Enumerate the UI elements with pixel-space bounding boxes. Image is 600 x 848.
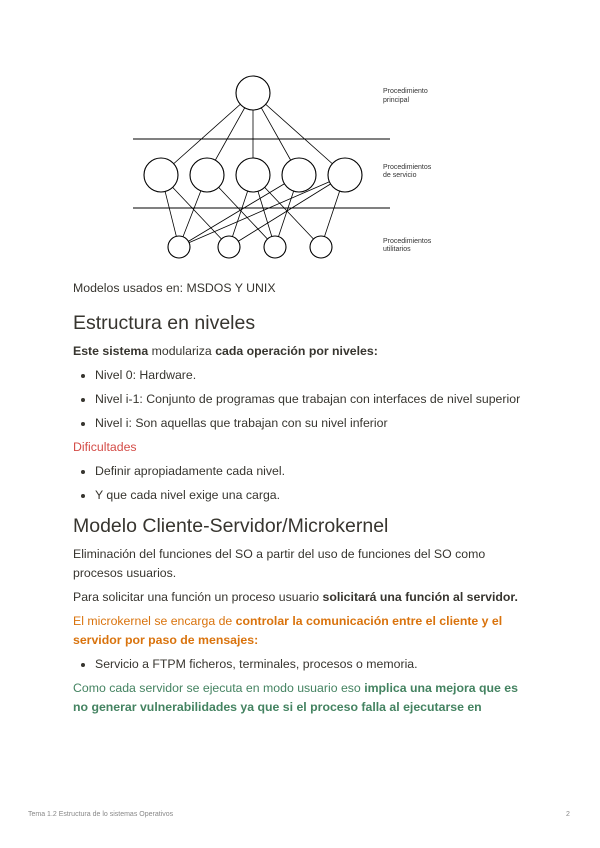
node-utilitario	[218, 236, 240, 258]
node-principal	[236, 76, 270, 110]
main-content	[73, 279, 533, 722]
procedure-hierarchy-diagram	[125, 70, 465, 270]
node-servicio	[328, 158, 362, 192]
node-utilitario	[264, 236, 286, 258]
list-item: • Servicio a FTPM ficheros, terminales, procesos o memoria.	[95, 655, 533, 674]
footer-title: Tema 1.2 Estructura de lo sistemas Operativos	[28, 811, 174, 818]
node-servicio	[282, 158, 316, 192]
cs-list	[73, 655, 533, 674]
node-utilitario	[310, 236, 332, 258]
cs-paragraph-2: Para solicitar una función un proceso usuario solicitará una función al servidor.	[73, 590, 518, 604]
label-principal-1: Procedimiento	[383, 88, 428, 95]
cs-paragraph-4: Como cada servidor se ejecuta en modo usuario eso implica una mejora que es no generar vulnerabilidades ya que si el proceso falla al ejecutarse en	[73, 681, 518, 714]
cs-paragraph-3: El microkernel se encarga de controlar la comunicación entre el cliente y el servidor por paso de mensajes:	[73, 614, 503, 647]
label-servicio-1: Procedimientos	[383, 164, 432, 171]
node-utilitario	[168, 236, 190, 258]
list-item: • Nivel i: Son aquellas que trabajan con su nivel inferior	[95, 414, 533, 433]
list-item: • Definir apropiadamente cada nivel.	[95, 462, 533, 481]
niveles-list	[73, 366, 533, 433]
models-line: Modelos usados en: MSDOS Y UNIX	[73, 281, 276, 295]
cs-paragraph-1: Eliminación del funciones del SO a partir del uso de funciones del SO como procesos usuarios.	[73, 547, 486, 580]
heading-estructura-niveles: Estructura en niveles	[73, 312, 256, 334]
list-item: • Nivel 0: Hardware.	[95, 366, 533, 385]
page-number: 2	[566, 811, 570, 818]
label-utilitarios-2: utilitarios	[383, 246, 411, 253]
node-servicio	[236, 158, 270, 192]
dificultades-list	[73, 462, 533, 505]
label-servicio-2: de servicio	[383, 172, 417, 179]
label-principal-2: principal	[383, 97, 410, 104]
list-item: • Y que cada nivel exige una carga.	[95, 486, 533, 505]
heading-cliente-servidor: Modelo Cliente-Servidor/Microkernel	[73, 515, 389, 537]
label-utilitarios-1: Procedimientos	[383, 238, 432, 245]
node-servicio	[144, 158, 178, 192]
list-item: • Nivel i-1: Conjunto de programas que trabajan con interfaces de nivel superior	[95, 390, 533, 409]
node-servicio	[190, 158, 224, 192]
niveles-intro: Este sistema modulariza cada operación por niveles:	[73, 344, 378, 358]
dificultades-label: Dificultades	[73, 440, 137, 454]
